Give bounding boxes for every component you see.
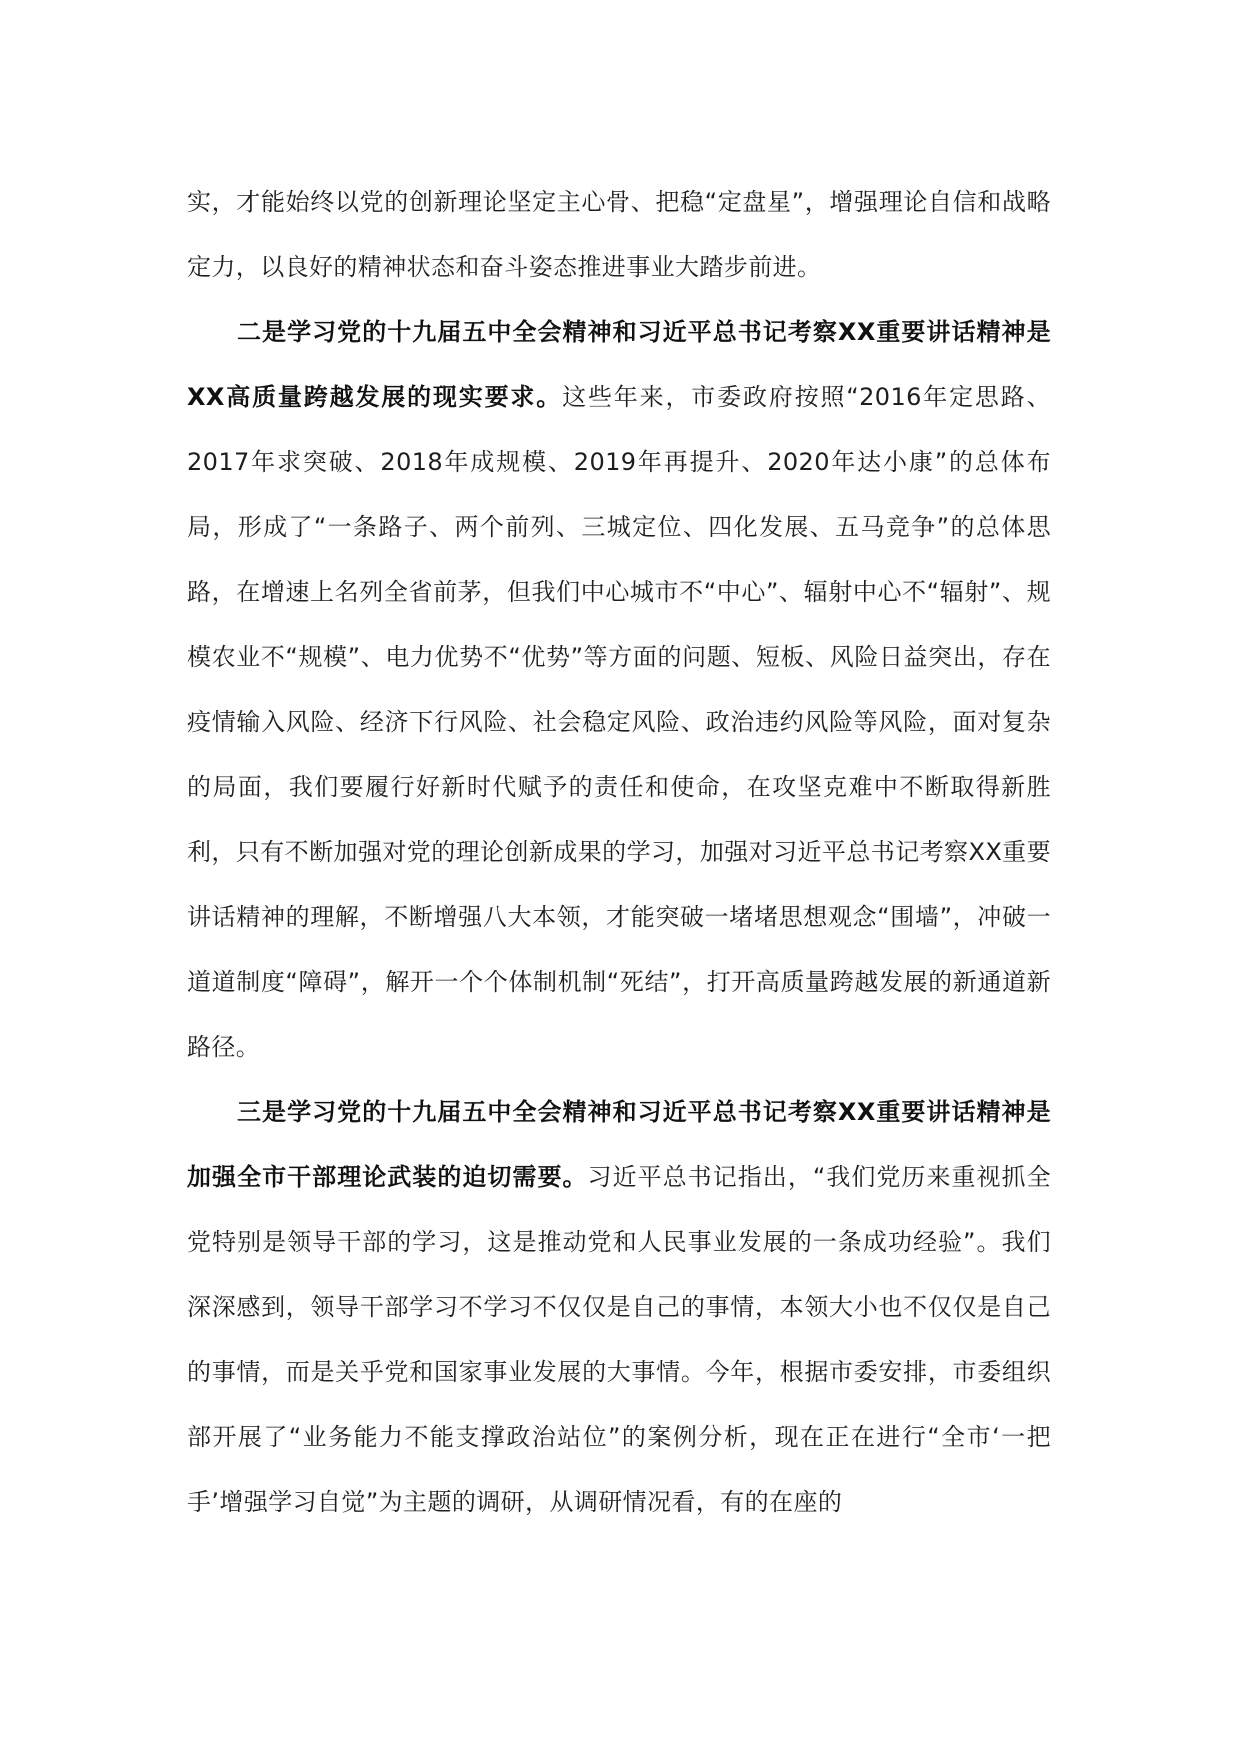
paragraph-point-three xyxy=(187,1080,1051,1535)
paragraph-lead-heading: 三是学习党的十九届五中全会精神和习近平总书记考察XX重要讲话精神是加强全市干部理论武装的迫切需要。 xyxy=(187,1098,1051,1191)
paragraph-point-two xyxy=(187,300,1051,1080)
paragraph-lead-heading: 二是学习党的十九届五中全会精神和习近平总书记考察XX重要讲话精神是XX高质量跨越发展的现实要求。 xyxy=(187,318,1051,411)
document-body xyxy=(187,170,1051,1535)
paragraph-text: 实，才能始终以党的创新理论坚定主心骨、把稳“定盘星”，增强理论自信和战略定力，以良好的精神状态和奋斗姿态推进事业大踏步前进。 xyxy=(187,188,1051,281)
paragraph-continuation xyxy=(187,170,1051,300)
paragraph-text: 习近平总书记指出，“我们党历来重视抓全党特别是领导干部的学习，这是推动党和人民事业发展的一条成功经验”。我们深深感到，领导干部学习不学习不仅仅是自己的事情，本领大小也不仅仅是自己的事情，而是关乎党和国家事业发展的大事情。今年，根据市委安排，市委组织部开展了“业务能力不能支撑政治站位”的案例分析，现在正在进行“全市‘一把手’增强学习自觉”为主题的调研，从调研情况看，有的在座的 xyxy=(187,1163,1051,1516)
paragraph-text: 这些年来，市委政府按照“2016年定思路、2017年求突破、2018年成规模、2019年再提升、2020年达小康”的总体布局，形成了“一条路子、两个前列、三城定位、四化发展、五马竞争”的总体思路，在增速上名列全省前茅，但我们中心城市不“中心”、辐射中心不“辐射”、规模农业不“规模”、电力优势不“优势”等方面的问题、短板、风险日益突出，存在疫情输入风险、经济下行风险、社会稳定风险、政治违约风险等风险，面对复杂的局面，我们要履行好新时代赋予的责任和使命，在攻坚克难中不断取得新胜利，只有不断加强对党的理论创新成果的学习，加强对习近平总书记考察XX重要讲话精神的理解，不断增强八大本领，才能突破一堵堵思想观念“围墙”，冲破一道道制度“障碍”，解开一个个体制机制“死结”，打开高质量跨越发展的新通道新路径。 xyxy=(187,383,1051,1061)
